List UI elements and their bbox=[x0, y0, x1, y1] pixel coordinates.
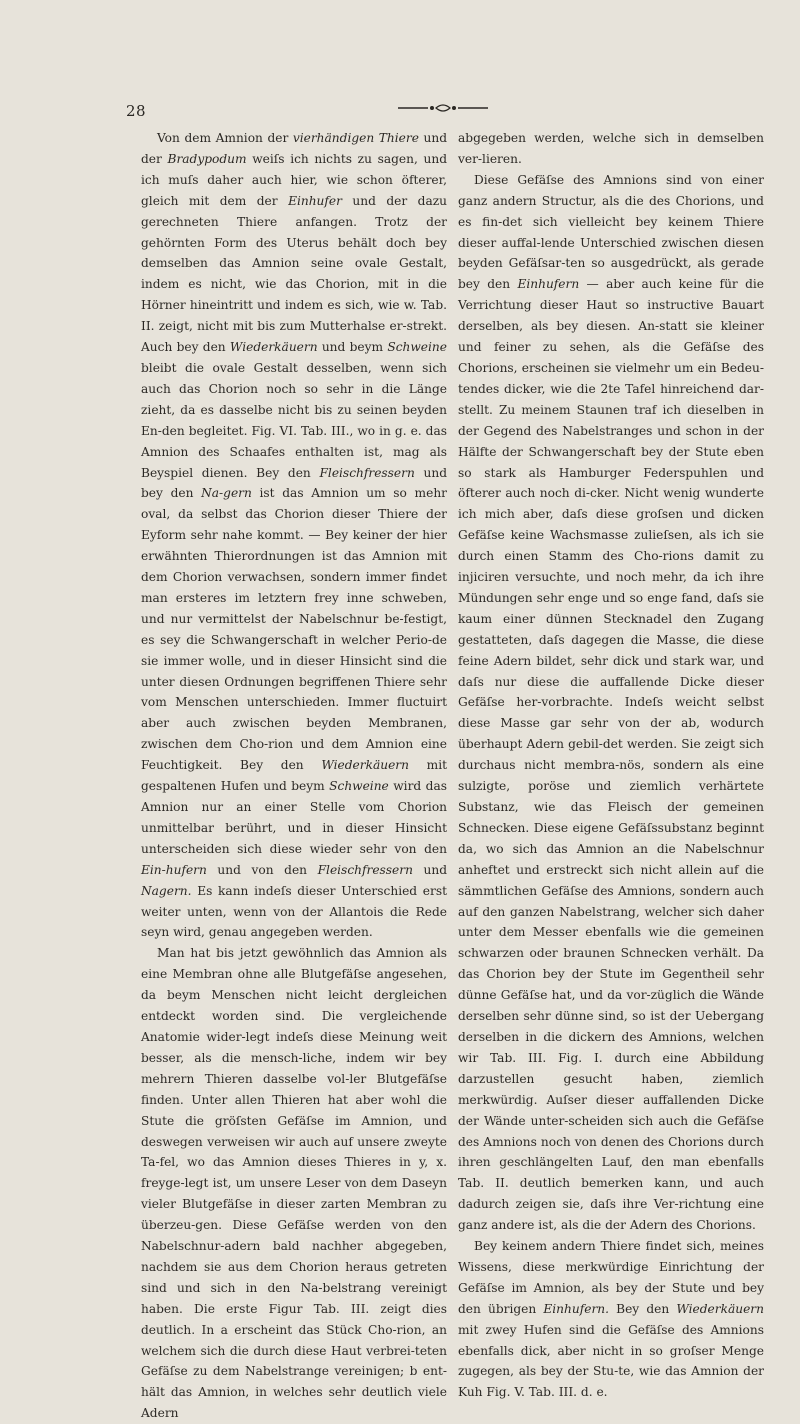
italic-term: Schweine bbox=[329, 779, 389, 794]
text-run: Man hat bis jetzt gewöhnlich das Amnion als eine Membran ohne alle Blutgefäſse angesehen, da beym Menschen nicht leicht dergleichen entdeckt worden sind. Die vergleichende Anatomie wider-legt indeſs diese Meinung weit besser, als die mensch-liche, indem wir bey mehrern Thieren dasselbe vol-ler Blutgefäſse finden. Unter allen Thieren hat aber wohl die Stute die gröſsten Gefäſse im Amnion, und deswegen verweisen wir auch auf unsere zweyte Ta-fel, wo das Amnion dieses Thieres in y, x. freyge-legt ist, um unsere Leser von dem Daseyn vieler Blutgefäſse in dieser zarten Membran zu überzeu-gen. Diese Gefäſse werden von den Nabelschnur-adern bald nachher abgegeben, nachdem sie aus dem Chorion heraus getreten sind und sich in den Na-belstrang vereinigt haben. Die erste Figur Tab. III. zeigt dies deutlich. In a erscheint das Stück Cho-rion, an welchem sich die durch diese Haut verbrei-teten Gefäſse zu dem Nabelstrange vereinigen; b ent-hält das Amnion, in welches sehr deutlich viele Adern bbox=[141, 946, 447, 1421]
page-number: 28 bbox=[126, 102, 147, 120]
text-run: wird das Amnion nur an einer Stelle vom Chorion unmittelbar berührt, und in dieser Hinsicht unterscheiden sich diese wieder sehr von den bbox=[141, 779, 447, 856]
italic-term: Einhufern. bbox=[543, 1301, 609, 1316]
right-column bbox=[458, 128, 764, 1403]
italic-term: vierhändigen Thiere bbox=[292, 131, 419, 145]
text-run: — aber auch keine für die Verrichtung dieser Haut so instructive Bauart derselben, als bey diesen. An-statt sie kleiner und feiner zu sehen, als die Gefäſse des Chorions, erscheinen sie vielmehr um ein Bedeu-tendes dicker, wie die 2te Tafel hinreichend dar-stellt. Zu meinem Staunen traf ich dieselben in der Gegend des Nabelstranges und schon in der Hälfte der Schwangerschaft bey der Stute eben so stark als Hamburger Federspuhlen und öfterer auch noch di-cker. Nicht wenig wunderte ich mich aber, daſs diese groſsen und dicken Gefäſse keine Wachsmasse zulieſsen, als ich sie durch einen Stamm des Cho-rions damit zu injiciren versuchte, und noch mehr, da ich ihre Mündungen sehr enge und so enge fand, daſs sie kaum einer dünnen Stecknadel den Zugang gestatteten, daſs dagegen die Masse, die diese feine Adern bildet, sehr dick und stark war, und daſs nur diese die auffallende Dicke dieser Gefäſse her-vorbrachte. Indeſs weicht selbst diese Masse gar sehr von der ab, wodurch überhaupt Adern gebil-det werden. Sie zeigt sich durchaus nicht membra-nös, sondern als eine sulzigte, poröse und ziemlich verhärtete Substanz, wie das Fleisch der gemeinen Schnecken. Diese eigene Gefäſssubstanz beginnt da, wo sich das Amnion an die Nabelschnur anheftet und erstreckt sich nicht allein auf die sämmtlichen Gefäſse des Amnions, sondern auch auf den ganzen Nabelstrang, welcher sich daher unter dem Messer ebenfalls wie die gemeinen schwarzen oder braunen Schnecken verhält. Da das Chorion bey der Stute im Gegentheil sehr dünne Gefäſse hat, und da vor-züglich die Wände derselben sehr dünne sind, so ist der Uebergang derselben in die dickern des Amnions, welchen wir Tab. III. Fig. I. durch eine Abbildung darzustellen gesucht haben, ziemlich merkwürdig. Auſser dieser auffallenden Dicke der Wände unter-scheiden sich auch die Gefäſse des Amnions noch von denen des Chorions durch ihren geschlängelten Lauf, den man ebenfalls Tab. II. deutlich bemerken kann, und auch dadurch zeigen sie, daſs ihre Ver-richtung eine ganz andere ist, als die der Adern des Chorions. bbox=[458, 277, 764, 1233]
italic-term: Einhufern bbox=[517, 277, 580, 292]
text-run: bleibt die ovale Gestalt desselben, wenn sich auch das Chorion noch so sehr in die Länge zieht, da es dasselbe nicht bis zu seinen beyden En-den begleitet. Fig. VI. Tab. III., wo in g. e. das Amnion des Schaafes enthalten ist, mag als Beyspiel dienen. Bey den bbox=[141, 360, 447, 480]
text-run: und beym bbox=[317, 340, 388, 355]
paragraph bbox=[141, 943, 447, 1424]
italic-term: Ein-hufern bbox=[141, 862, 207, 877]
italic-term: Fleischfressern bbox=[317, 862, 413, 877]
text-run: und der bbox=[141, 131, 447, 166]
italic-term: Wiederkäuern bbox=[229, 340, 318, 355]
text-run: und der dazu gerechneten Thiere anfangen. Trotz der gehörnten Form des Uterus behält doch bey demselben das Amnion seine ovale Gestalt, indem es nicht, wie das Chorion, mit in die Hörner hineintritt und indem es sich, wie w. Tab. II. zeigt, nicht mit bis zum Mutterhalse er-strekt. Auch bey den bbox=[141, 193, 447, 355]
text-run: ist das Amnion um so mehr oval, da selbst das Chorion dieser Thiere der Eyform sehr nahe kommt. — Bey keiner der hier erwähnten Thierordnungen ist das Amnion mit dem Chorion verwachsen, sondern immer findet man ersteres im letztern frey inne schweben, und nur vermittelst der Nabelschnur be-festigt, es sey die Schwangerschaft in welcher Perio-de sie immer wolle, und in dieser Hinsicht sind die unter diesen Ordnungen begriffenen Thiere sehr vom Menschen unterschieden. Immer fluctuirt aber auch zwischen beyden Membranen, zwischen dem Cho-rion und dem Amnion eine Feuchtigkeit. Bey den bbox=[141, 486, 447, 773]
text-run: Bey keinem andern Thiere findet sich, meines Wissens, diese merkwürdige Einrichtung der Gefäſse im Amnion, als bey der Stute und bey den übrigen bbox=[458, 1239, 764, 1316]
italic-term: Na-gern bbox=[201, 486, 252, 501]
paragraph bbox=[141, 128, 447, 943]
paragraph bbox=[458, 170, 764, 1236]
italic-term: Wiederkäuern bbox=[321, 758, 409, 773]
text-run: Bey den bbox=[609, 1301, 677, 1316]
left-column bbox=[141, 128, 447, 1424]
paragraph bbox=[458, 1236, 764, 1403]
italic-term: Fleischfressern bbox=[319, 465, 415, 480]
italic-term: Nagern. bbox=[141, 883, 192, 898]
italic-term: Einhufer bbox=[288, 193, 342, 208]
text-run: weiſs ich nichts zu sagen, und ich muſs daher auch hier, wie schon öfterer, gleich mit dem der bbox=[141, 151, 447, 208]
text-run: mit zwey Hufen sind die Gefäſse des Amnions ebenfalls dick, aber nicht in so groſser Menge zugegen, als bey der Stu-te, wie das Amnion der Kuh Fig. V. Tab. III. d. e. bbox=[458, 1322, 764, 1400]
text-run: mit gespaltenen Hufen und beym bbox=[141, 758, 447, 794]
italic-term: Bradypodum bbox=[167, 151, 247, 166]
ornament-rule-icon bbox=[398, 102, 488, 114]
text-run: und von den bbox=[206, 862, 318, 877]
text-run: abgegeben werden, welche sich in demselben ver-lieren. bbox=[458, 131, 764, 166]
paragraph bbox=[458, 128, 764, 170]
text-run: Diese Gefäſse des Amnions sind von einer ganz andern Structur, als die des Chorions, und es fin-det sich vielleicht bey keinem Thiere dieser auffal-lende Unterschied zwischen diesen beyden Gefäſsar-ten so ausgedrückt, als gerade bey den bbox=[458, 172, 764, 292]
text-run: und bbox=[412, 862, 448, 877]
italic-term: Wiederkäuern bbox=[676, 1301, 764, 1316]
text-run: Es kann indeſs dieser Unterschied erst weiter unten, wenn von der Allantois die Rede seyn wird, genau angegeben werden. bbox=[141, 883, 447, 940]
text-run: Von dem Amnion der bbox=[157, 131, 293, 145]
italic-term: Schweine bbox=[387, 340, 447, 355]
text-run: und bey den bbox=[141, 465, 447, 501]
